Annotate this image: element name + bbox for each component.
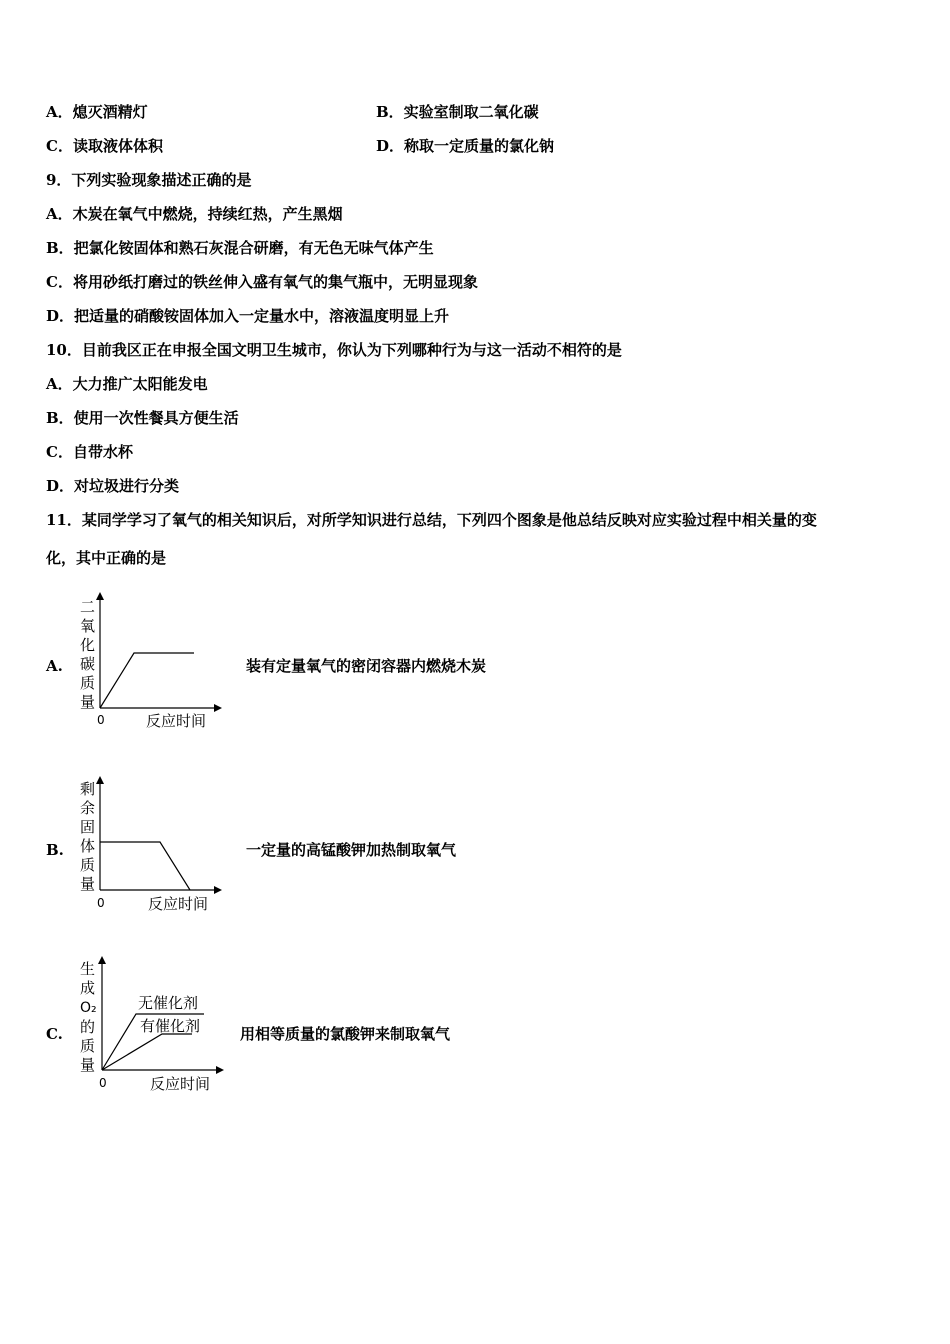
graph-a-xlabel: 反应时间 xyxy=(146,712,207,730)
graph-c-ylabel-2: O₂ xyxy=(80,1000,97,1016)
graph-c-ylabel-4: 质 xyxy=(80,1037,96,1055)
graph-c-curve-label-2: 有催化剂 xyxy=(140,1017,201,1035)
graph-c-ylabel-0: 生 xyxy=(80,960,96,978)
graph-b-origin: 0 xyxy=(97,896,105,910)
q8-option-a: A．熄灭酒精灯 xyxy=(46,103,148,121)
graph-c-y-arrow xyxy=(98,956,106,964)
graph-b-ylabel-4: 质 xyxy=(80,856,96,874)
graph-b-y-arrow xyxy=(96,776,104,784)
graph-c-caption: 用相等质量的氯酸钾来制取氧气 xyxy=(240,1025,451,1043)
graph-b-xlabel: 反应时间 xyxy=(148,895,209,913)
graph-c-x-arrow xyxy=(216,1066,224,1074)
graph-b-x-arrow xyxy=(214,886,222,894)
q9-option-b: B．把氯化铵固体和熟石灰混合研磨，有无色无味气体产生 xyxy=(46,239,434,257)
graph-a-ylabel-2: 化 xyxy=(80,636,96,654)
q11-stem-line1: 11．某同学学习了氧气的相关知识后，对所学知识进行总结，下列四个图象是他总结反映对应实验过程中相关量的变 xyxy=(46,511,817,529)
q9-option-d: D．把适量的硝酸铵固体加入一定量水中，溶液温度明显上升 xyxy=(46,307,450,325)
graph-b-ylabel-1: 余 xyxy=(80,799,96,817)
graph-c-label: C. xyxy=(46,1025,63,1043)
graph-b xyxy=(74,772,234,917)
graph-a-ylabel-4: 质 xyxy=(80,674,96,692)
graph-a-y-arrow xyxy=(96,592,104,600)
graph-c-xlabel: 反应时间 xyxy=(150,1075,211,1093)
graph-b-label: B. xyxy=(46,841,64,859)
graph-a-ylabel-3: 碳 xyxy=(80,655,96,673)
q11-stem-line2: 化，其中正确的是 xyxy=(46,549,167,567)
graph-c xyxy=(74,952,234,1097)
graph-b-ylabel-5: 量 xyxy=(80,875,96,893)
graph-c-ylabel-3: 的 xyxy=(80,1018,96,1036)
q8-option-b: B．实验室制取二氧化碳 xyxy=(376,103,539,121)
graph-a-origin: 0 xyxy=(97,713,105,727)
graph-c-ylabel-1: 成 xyxy=(80,979,96,997)
graph-c-curve-label-1: 无催化剂 xyxy=(138,994,199,1012)
graph-c-ylabel-5: 量 xyxy=(80,1056,96,1074)
q10-option-c: C．自带水杯 xyxy=(46,443,133,461)
q8-option-c: C．读取液体体积 xyxy=(46,137,163,155)
q8-option-d: D．称取一定质量的氯化钠 xyxy=(376,137,555,155)
graph-c-origin: 0 xyxy=(99,1076,107,1090)
q10-option-b: B．使用一次性餐具方便生活 xyxy=(46,409,239,427)
graph-b-ylabel-2: 固 xyxy=(80,818,96,836)
graph-a-label: A. xyxy=(46,657,63,675)
q10-stem: 10．目前我区正在申报全国文明卫生城市，你认为下列哪种行为与这一活动不相符的是 xyxy=(46,341,622,359)
q9-option-a: A．木炭在氧气中燃烧，持续红热，产生黑烟 xyxy=(46,205,343,223)
graph-b-curve xyxy=(100,842,190,890)
graph-a-ylabel-0: 二 xyxy=(80,598,96,616)
graph-a-ylabel-1: 氧 xyxy=(80,617,96,635)
graph-b-caption: 一定量的高锰酸钾加热制取氧气 xyxy=(246,841,457,859)
graph-a xyxy=(74,590,234,735)
graph-a-ylabel-5: 量 xyxy=(80,693,96,711)
graph-a-caption: 装有定量氧气的密闭容器内燃烧木炭 xyxy=(246,657,487,675)
q10-option-a: A．大力推广太阳能发电 xyxy=(46,375,208,393)
graph-c-curve-catalyst xyxy=(102,1034,192,1070)
graph-a-x-arrow xyxy=(214,704,222,712)
graph-a-curve xyxy=(100,653,194,708)
q9-option-c: C．将用砂纸打磨过的铁丝伸入盛有氧气的集气瓶中，无明显现象 xyxy=(46,273,478,291)
q9-stem: 9．下列实验现象描述正确的是 xyxy=(46,171,252,189)
graph-b-ylabel-0: 剩 xyxy=(80,780,96,798)
graph-b-ylabel-3: 体 xyxy=(80,837,96,855)
q10-option-d: D．对垃圾进行分类 xyxy=(46,477,180,495)
